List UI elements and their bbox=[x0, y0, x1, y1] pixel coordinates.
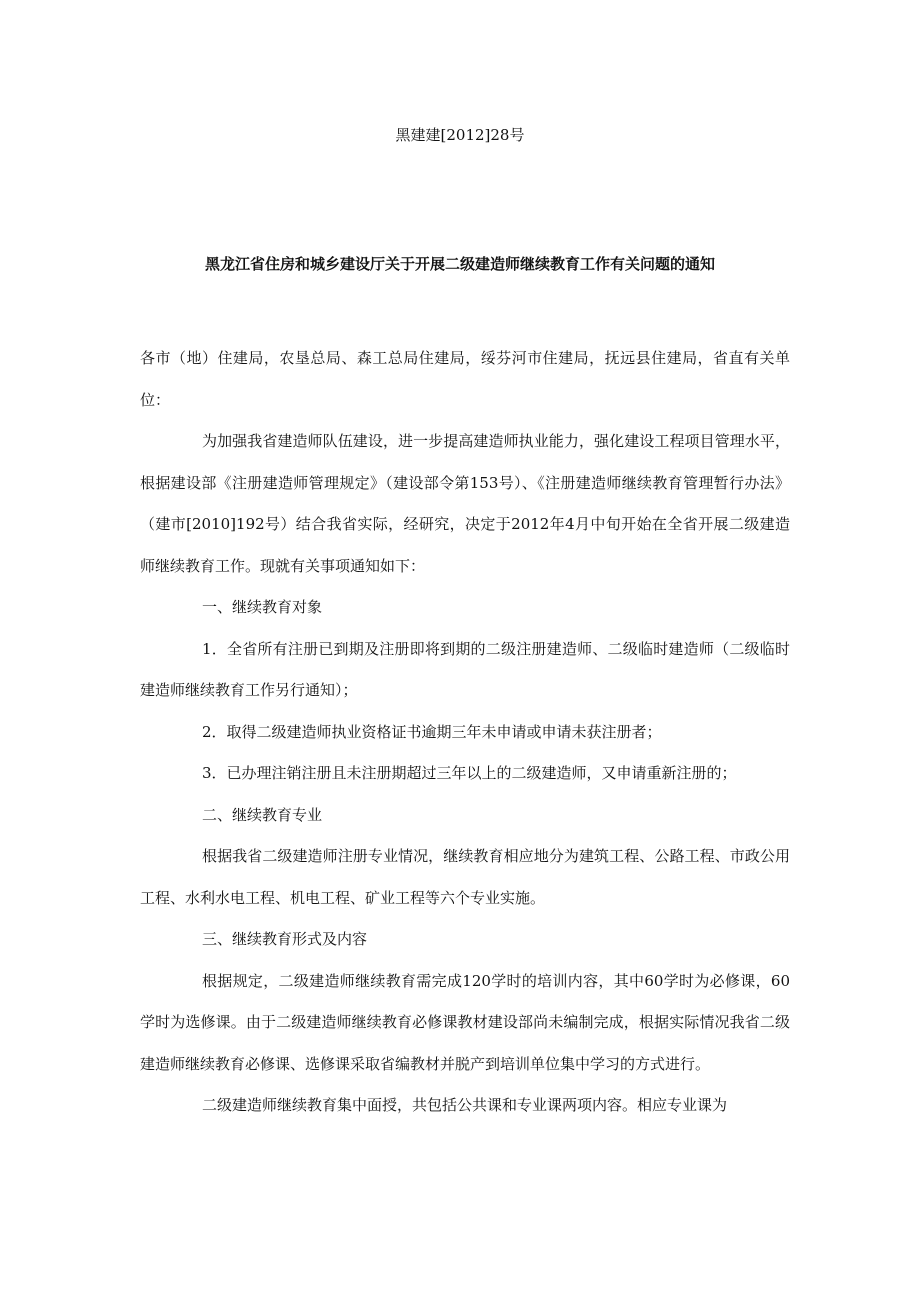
paragraph-intro: 为加强我省建造师队伍建设，进一步提高建造师执业能力，强化建设工程项目管理水平，根据建设部《注册建造师管理规定》（建设部令第153号）、《注册建造师继续教育管理暂行办法》（建市[2010]192号）结合我省实际，经研究，决定于2012年4月中旬开始在全省开展二级建造师继续教育工作。现就有关事项通知如下： bbox=[140, 432, 790, 575]
paragraph-majors: 根据我省二级建造师注册专业情况，继续教育相应地分为建筑工程、公路工程、市政公用工程、水利水电工程、机电工程、矿业工程等六个专业实施。 bbox=[140, 847, 790, 907]
list-item-2: 2．取得二级建造师执业资格证书逾期三年未申请或申请未获注册者； bbox=[202, 722, 662, 741]
section-heading-1: 一、继续教育对象 bbox=[202, 598, 323, 616]
list-item-3: 3．已办理注销注册且未注册期超过三年以上的二级建造师，又申请重新注册的； bbox=[202, 764, 737, 782]
document-title: 黑龙江省住房和城乡建设厅关于开展二级建造师继续教育工作有关问题的通知 bbox=[204, 255, 715, 273]
document-number: 黑建建[2012]28号 bbox=[395, 126, 525, 144]
section-heading-2: 二、继续教育专业 bbox=[202, 805, 323, 824]
list-item-1: 1．全省所有注册已到期及注册即将到期的二级注册建造师、二级临时建造师（二级临时建造师继续教育工作另行通知）； bbox=[140, 639, 790, 699]
paragraph-courses: 二级建造师继续教育集中面授，共包括公共课和专业课两项内容。相应专业课为 bbox=[202, 1096, 728, 1114]
document-body bbox=[140, 338, 790, 1127]
paragraph-hours: 根据规定，二级建造师继续教育需完成120学时的培训内容，其中60学时为必修课，60学时为选修课。由于二级建造师继续教育必修课教材建设部尚未编制完成，根据实际情况我省二级建造师继续教育必修课、选修课采取省编教材并脱产到培训单位集中学习的方式进行。 bbox=[140, 971, 790, 1073]
section-heading-3: 三、继续教育形式及内容 bbox=[202, 930, 368, 948]
recipients-line: 各市（地）住建局，农垦总局、森工总局住建局，绥芬河市住建局，抚远县住建局，省直有关单位： bbox=[140, 349, 790, 409]
